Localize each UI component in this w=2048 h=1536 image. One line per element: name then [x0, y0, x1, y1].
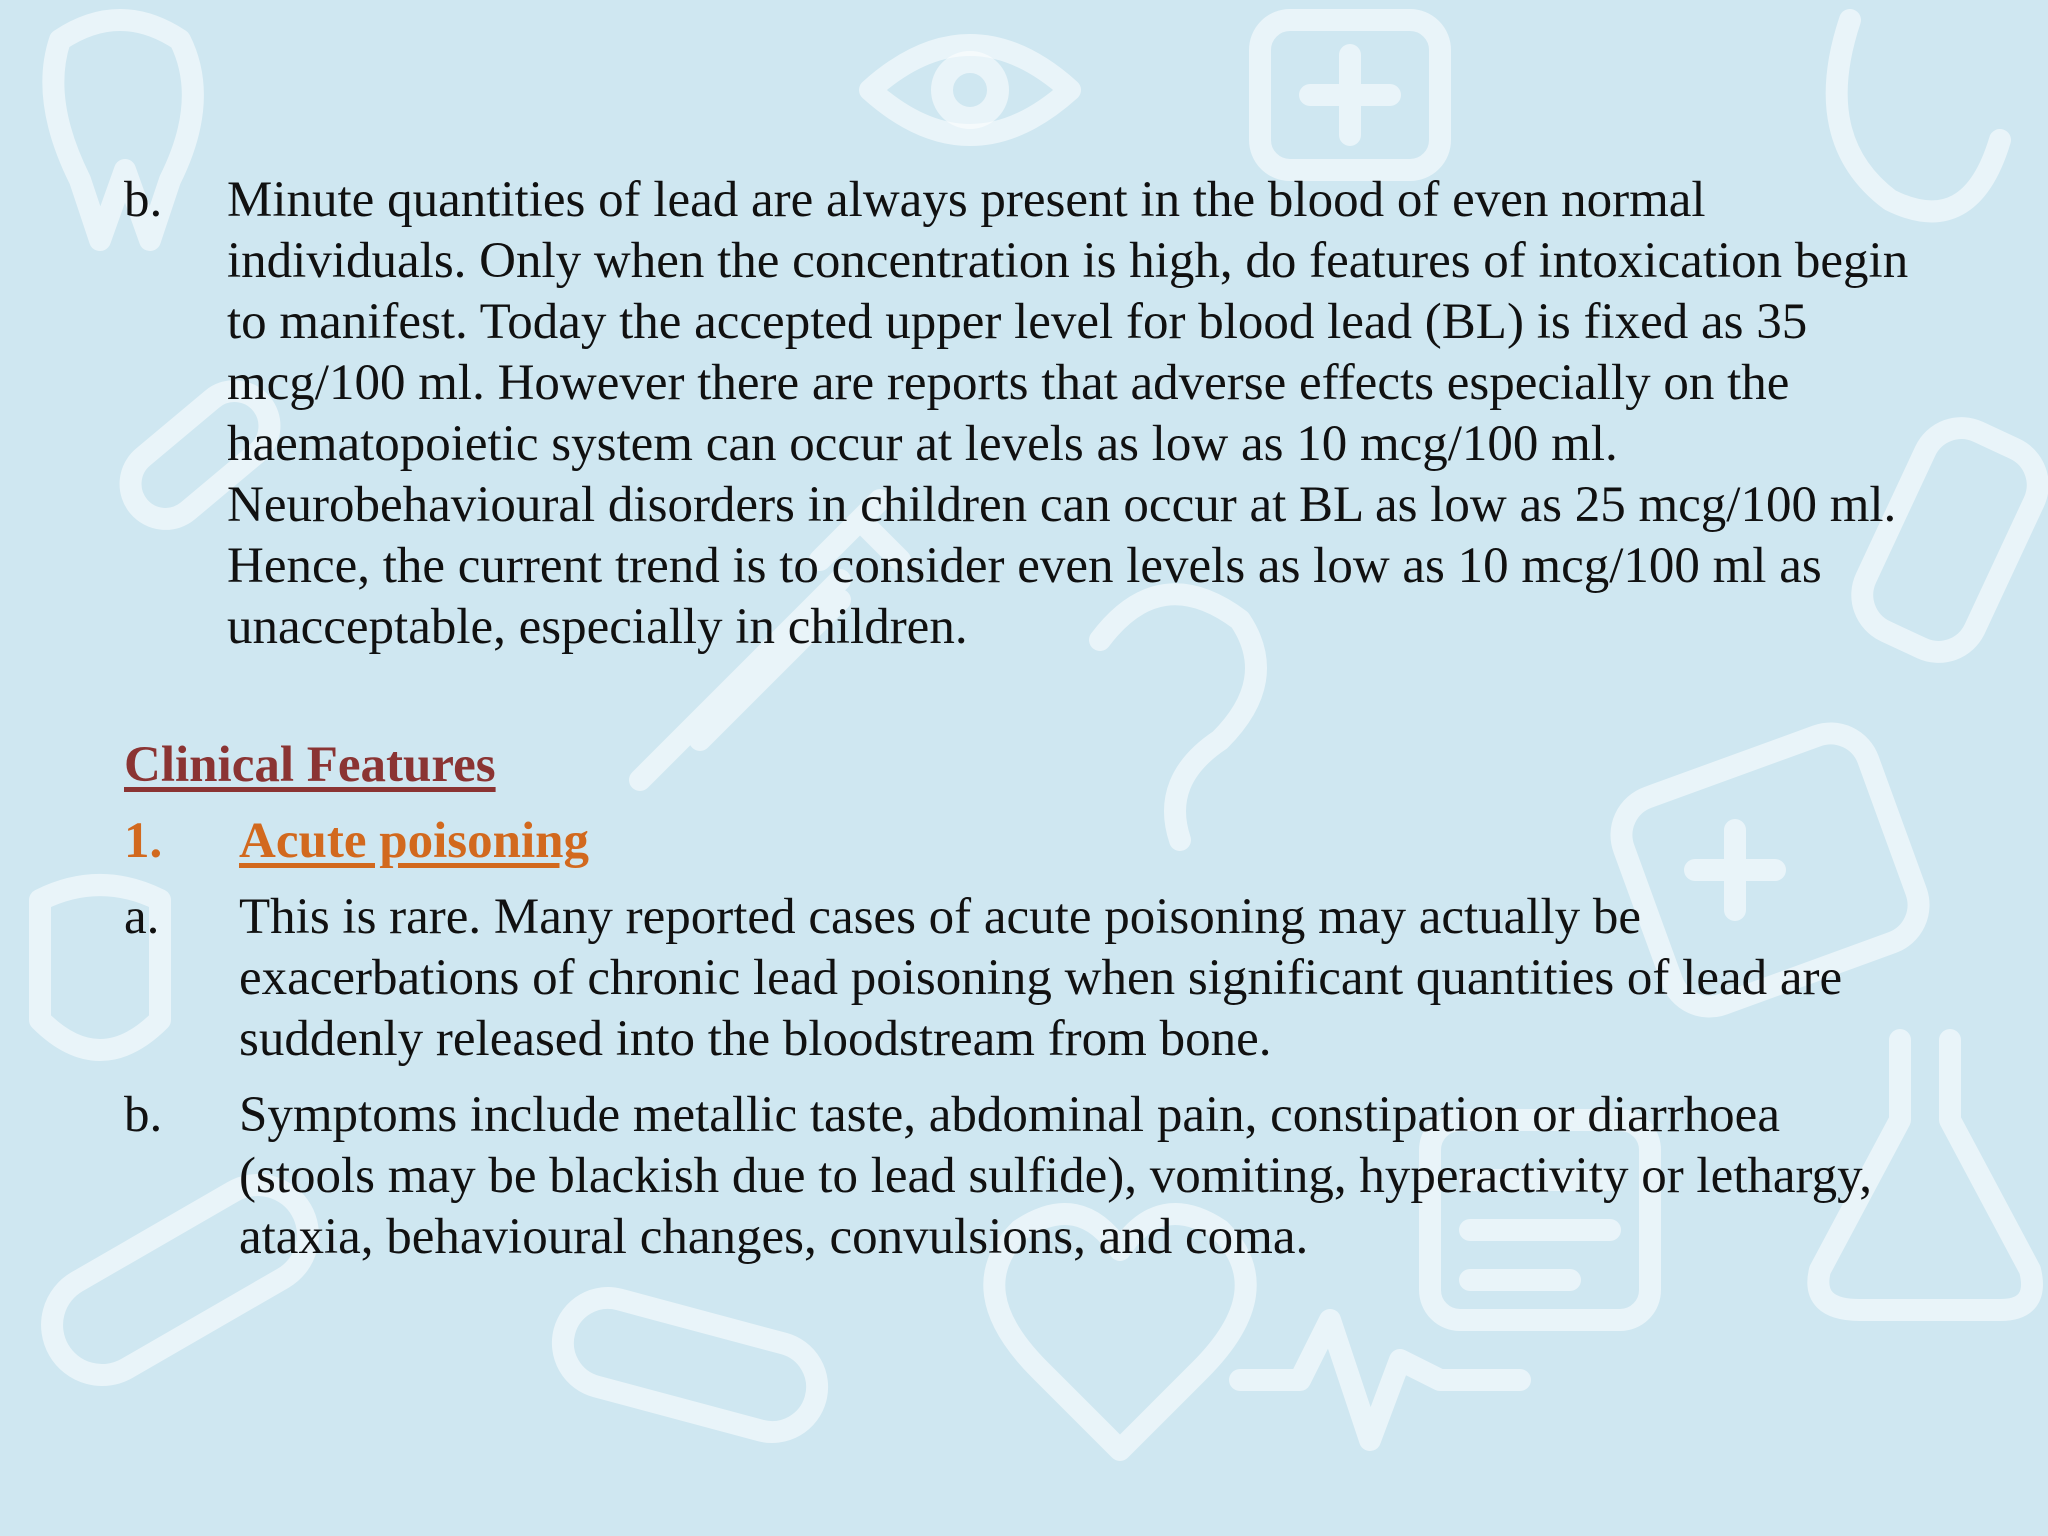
bullet-item-b: [124, 170, 1914, 658]
acute-item-a: [124, 887, 1914, 1070]
bullet-marker: b.: [124, 1087, 163, 1143]
subsection-heading: [124, 811, 589, 872]
bullet-marker: b.: [124, 172, 163, 228]
subsection-number: 1.: [124, 813, 163, 869]
bullet-text: Symptoms include metallic taste, abdominal pain, constipation or diarrhoea (stools may be blackish due to lead sulfide), vomiting, hyperactivity or lethargy, ataxia, behavioural changes, convulsions, and coma.: [239, 1087, 1873, 1265]
bullet-text: This is rare. Many reported cases of acute poisoning may actually be exacerbations of chronic lead poisoning when significant quantities of lead are suddenly released into the bloodstream from bone.: [239, 889, 1843, 1067]
subsection-title: Acute poisoning: [239, 813, 589, 869]
acute-item-b: [124, 1085, 1914, 1268]
section-heading: Clinical Features: [124, 737, 496, 793]
bullet-text: Minute quantities of lead are always present in the blood of even normal individuals. Only when the concentration is high, do features of intoxication begin to manifest. Today the accepted upper level for blood lead (BL) is fixed as 35 mcg/100 ml. However there are reports that adverse effects especially on the haematopoietic system can occur at levels as low as 10 mcg/100 ml. Neurobehavioural disorders in children can occur at BL as low as 25 mcg/100 ml. Hence, the current trend is to consider even levels as low as 10 mcg/100 ml as unacceptable, especially in children.: [227, 172, 1909, 655]
bullet-marker: a.: [124, 889, 160, 945]
